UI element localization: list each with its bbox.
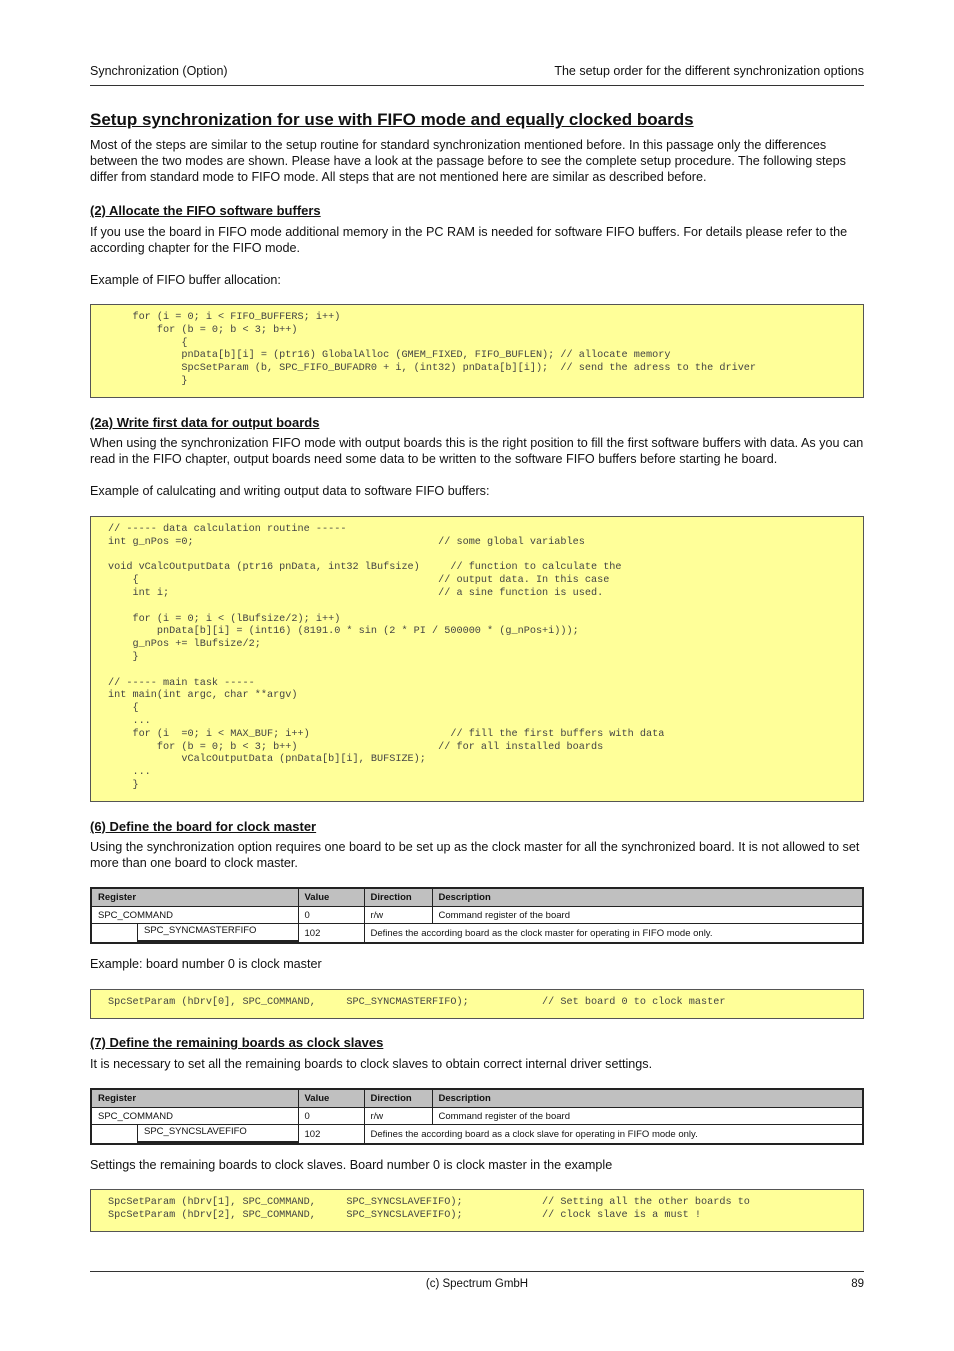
table-row <box>91 1108 863 1125</box>
section-title: Setup synchronization for use with FIFO mode and equally clocked boards <box>90 110 694 129</box>
step2-text: If you use the board in FIFO mode additional memory in the PC RAM is needed for software FIFO buffers. For details please refer to the according chapter for the FIFO mode. <box>90 225 848 255</box>
step7-text: It is necessary to set all the remaining boards to clock slaves to obtain correct internal driver settings. <box>90 1057 653 1071</box>
cell-subvalue: 102 <box>298 924 364 944</box>
footer-copyright: (c) Spectrum GmbH <box>425 1278 529 1290</box>
table-subrow <box>91 1125 863 1145</box>
col-header-value: Value <box>298 1089 364 1108</box>
cell-direction: r/w <box>364 1108 432 1125</box>
cell-subregister: SPC_SYNCMASTERFIFO <box>137 924 298 942</box>
col-header-description: Description <box>432 888 863 907</box>
cell-indent <box>91 1125 298 1145</box>
intro-paragraph: Most of the steps are similar to the setup routine for standard synchronization mentioned before. In this passage only the differences between the two modes are shown. Please have a look at the passage before to see the complete setup procedure. The following steps differ from standard mode to FIFO mode. All steps that are not mentioned here are similar as described before. <box>90 138 846 184</box>
step7-heading: (7) Define the remaining boards as clock slaves <box>90 1035 384 1050</box>
cell-register: SPC_COMMAND <box>91 1108 298 1125</box>
step2a-code-block: // ----- data calculation routine ----- int g_nPos =0; // some global variables void vCalcOutputData (ptr16 pnData, int32 lBufsize) // function to calculate the { // output data. In this case int i; // a sine function is used. for (i = 0; i < (lBufsize/2); i++) pnData[b][i] = (int16) (8191.0 * sin (2 * PI / 500000 * (g_nPos+i))); g_nPos += lBufsize/2; } // ----- main task ----- int main(int argc, char **argv) { ... for (i =0; i < MAX_BUF; i++) // fill the first buffers with data for (b = 0; b < 3; b++) // for all installed boards vCalcOutputData (pnData[b][i], BUFSIZE); ... } <box>90 516 864 802</box>
table-subrow <box>91 924 863 944</box>
step6-heading: (6) Define the board for clock master <box>90 819 317 834</box>
step2-example-label: Example of FIFO buffer allocation: <box>90 273 281 287</box>
cell-subdescription: Defines the according board as the clock master for operating in FIFO mode only. <box>364 924 863 944</box>
step2-code-block: for (i = 0; i < FIFO_BUFFERS; i++) for (b = 0; b < 3; b++) { pnData[b][i] = (ptr16) GlobalAlloc (GMEM_FIXED, FIFO_BUFLEN); // allocate memory SpcSetParam (b, SPC_FIFO_BUFADR0 + i, (int32) pnData[b][i]); // send the adress to the driver } <box>90 304 864 398</box>
col-header-description: Description <box>432 1089 863 1108</box>
col-header-value: Value <box>298 888 364 907</box>
cell-value: 0 <box>298 1108 364 1125</box>
header-section-title: Synchronization (Option) <box>90 64 228 78</box>
step2a-example-label: Example of calulcating and writing output data to software FIFO buffers: <box>90 484 490 498</box>
cell-subvalue: 102 <box>298 1125 364 1145</box>
page-number: 89 <box>851 1278 864 1290</box>
step7-register-table <box>90 1088 864 1145</box>
cell-description: Command register of the board <box>432 907 863 924</box>
cell-subdescription: Defines the according board as a clock slave for operating in FIFO mode only. <box>364 1125 863 1145</box>
page-footer <box>90 1271 864 1290</box>
col-header-direction: Direction <box>364 1089 432 1108</box>
step2a-text: When using the synchronization FIFO mode with output boards this is the right position to fill the first software buffers with data. As you can read in the FIFO chapter, output boards need some data to be written to the software FIFO buffers before starting he board. <box>90 436 864 466</box>
step7-example-label: Settings the remaining boards to clock slaves. Board number 0 is clock master in the example <box>90 1158 613 1172</box>
step6-text: Using the synchronization option requires one board to be set up as the clock master for all the synchronized board. It is not allowed to set more than one board to clock master. <box>90 840 860 870</box>
cell-register: SPC_COMMAND <box>91 907 298 924</box>
step6-example-label: Example: board number 0 is clock master <box>90 957 322 971</box>
step2-heading: (2) Allocate the FIFO software buffers <box>90 203 321 218</box>
cell-direction: r/w <box>364 907 432 924</box>
table-row <box>91 907 863 924</box>
page-header <box>90 63 864 86</box>
step6-register-table <box>90 887 864 944</box>
col-header-direction: Direction <box>364 888 432 907</box>
cell-value: 0 <box>298 907 364 924</box>
col-header-register: Register <box>91 1089 298 1108</box>
header-chapter-title: The setup order for the different synchronization options <box>554 64 864 78</box>
col-header-register: Register <box>91 888 298 907</box>
step2a-heading: (2a) Write first data for output boards <box>90 415 320 430</box>
step6-code-block: SpcSetParam (hDrv[0], SPC_COMMAND, SPC_SYNCMASTERFIFO); // Set board 0 to clock master <box>90 989 864 1019</box>
cell-description: Command register of the board <box>432 1108 863 1125</box>
cell-subregister: SPC_SYNCSLAVEFIFO <box>137 1125 298 1143</box>
step7-code-block: SpcSetParam (hDrv[1], SPC_COMMAND, SPC_SYNCSLAVEFIFO); // Setting all the other boards to SpcSetParam (hDrv[2], SPC_COMMAND, SPC_SYNCSLAVEFIFO); // clock slave is a must ! <box>90 1189 864 1232</box>
cell-indent <box>91 924 298 944</box>
